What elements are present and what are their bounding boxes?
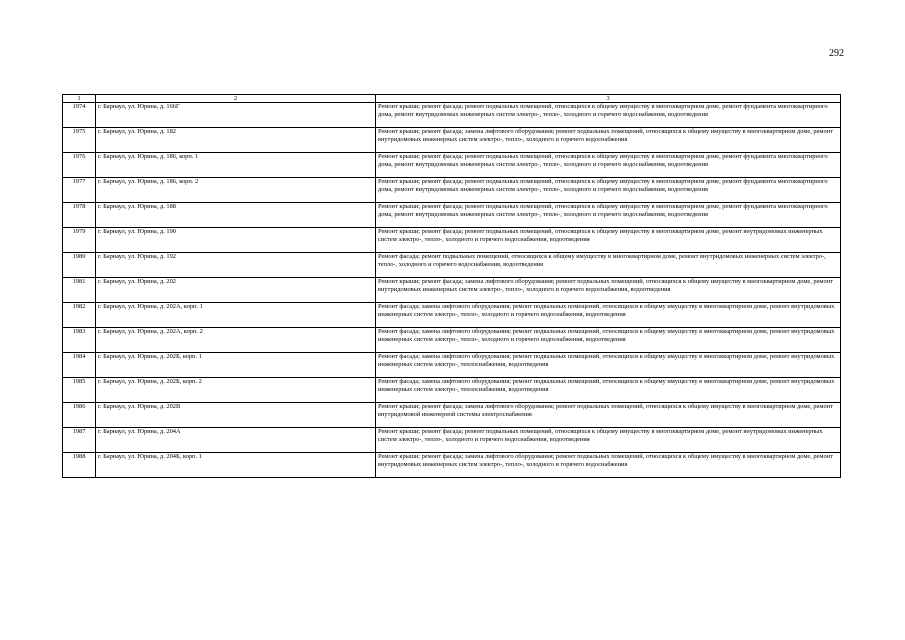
row-number: 1974 [63,103,96,128]
table-body [63,95,841,478]
row-address: г. Барнаул, ул. Юрина, д. 186, корп. 1 [96,153,376,178]
table-row [63,403,841,428]
column-number-row [63,95,841,103]
row-works: Ремонт крыши; ремонт фасада; ремонт подвальных помещений, относящихся к общему имуществу в многоквартирном доме, ремонт фундамента многоквартирного дома, ремонт внутридомовых инженерных систем электро-, тепло-, холодного и горячего водоснабжения, водоотведения [376,153,841,178]
table-row [63,378,841,403]
row-address: г. Барнаул, ул. Юрина, д. 204Б, корп. 1 [96,453,376,478]
row-works: Ремонт фасада; замена лифтового оборудования; ремонт подвальных помещений, относящихся к общему имуществу в многоквартирном доме, ремонт внутридомовых инженерных систем электро-, теплоснабжения, водоотведения [376,353,841,378]
row-address: г. Барнаул, ул. Юрина, д. 202 [96,278,376,303]
row-works: Ремонт фасада; ремонт подвальных помещений, относящихся к общему имуществу в многоквартирном доме, ремонт внутридомовых инженерных систем электро-, тепло-, холодного и горячего водоснабжения, водоотведения [376,253,841,278]
row-address: г. Барнаул, ул. Юрина, д. 202В [96,403,376,428]
row-works: Ремонт крыши; ремонт фасада; замена лифтового оборудования; ремонт подвальных помещений, относящихся к общему имуществу в многоквартирном доме, ремонт внутридомовых инженерных систем электро-, тепло-, холодного и горячего водоснабжения, водоотведения [376,278,841,303]
row-number: 1985 [63,378,96,403]
row-number: 1975 [63,128,96,153]
row-address: г. Барнаул, ул. Юрина, д. 204А [96,428,376,453]
row-number: 1982 [63,303,96,328]
row-address: г. Барнаул, ул. Юрина, д. 182 [96,128,376,153]
row-number: 1988 [63,453,96,478]
row-number: 1987 [63,428,96,453]
row-address: г. Барнаул, ул. Юрина, д. 202А, корп. 2 [96,328,376,353]
column-number-3: 3 [376,95,841,103]
table-row [63,453,841,478]
row-number: 1981 [63,278,96,303]
table-row [63,428,841,453]
row-works: Ремонт крыши; ремонт фасада; ремонт подвальных помещений, относящихся к общему имуществу в многоквартирном доме, ремонт внутридомовых инженерных систем электро-, тепло-, холодного и горячего водоснабжения, водоотведения [376,428,841,453]
table-row [63,103,841,128]
table-row [63,228,841,253]
page-number: 292 [829,48,844,59]
row-address: г. Барнаул, ул. Юрина, д. 192 [96,253,376,278]
row-number: 1983 [63,328,96,353]
table-row [63,353,841,378]
row-works: Ремонт крыши; ремонт фасада; замена лифтового оборудования; ремонт подвальных помещений, относящихся к общему имуществу в многоквартирном доме, ремонт внутридомовых инженерных систем электро-, тепло-, холодного и горячего водоснабжения [376,128,841,153]
row-number: 1977 [63,178,96,203]
row-works: Ремонт фасада; замена лифтового оборудования; ремонт подвальных помещений, относящихся к общему имуществу в многоквартирном доме, ремонт внутридомовых инженерных систем электро-, теплоснабжения, водоотведения [376,378,841,403]
row-number: 1984 [63,353,96,378]
row-works: Ремонт крыши; ремонт фасада; ремонт подвальных помещений, относящихся к общему имуществу в многоквартирном доме, ремонт фундамента многоквартирного дома, ремонт внутридомовых инженерных систем электро-, тепло-, холодного и горячего водоснабжения, водоотведения [376,203,841,228]
row-number: 1976 [63,153,96,178]
housing-repair-table [62,94,841,478]
row-number: 1979 [63,228,96,253]
row-address: г. Барнаул, ул. Юрина, д. 202Б, корп. 2 [96,378,376,403]
row-number: 1978 [63,203,96,228]
row-works: Ремонт фасада; замена лифтового оборудования; ремонт подвальных помещений, относящихся к общему имуществу в многоквартирном доме, ремонт внутридомовых инженерных систем электро-, тепло-, холодного и горячего водоснабжения, водоотведения [376,303,841,328]
table-row [63,178,841,203]
row-works: Ремонт крыши; ремонт фасада; ремонт подвальных помещений, относящихся к общему имуществу в многоквартирном доме, ремонт внутридомовых инженерных систем электро-, тепло-, холодного и горячего водоснабжения, водоотведения [376,228,841,253]
column-number-2: 2 [96,95,376,103]
row-works: Ремонт крыши; ремонт фасада; замена лифтового оборудования; ремонт подвальных помещений, относящихся к общему имуществу в многоквартирном доме, ремонт внутридомовых инженерных систем электро-, тепло-, холодного и горячего водоснабжения [376,453,841,478]
table-row [63,253,841,278]
row-address: г. Барнаул, ул. Юрина, д. 166Г [96,103,376,128]
row-works: Ремонт крыши; ремонт фасада; ремонт подвальных помещений, относящихся к общему имуществу в многоквартирном доме, ремонт фундамента многоквартирного дома, ремонт внутридомовых инженерных систем электро-, тепло-, холодного и горячего водоснабжения, водоотведения [376,178,841,203]
table-row [63,303,841,328]
row-address: г. Барнаул, ул. Юрина, д. 202А, корп. 1 [96,303,376,328]
row-works: Ремонт крыши; ремонт фасада; замена лифтового оборудования; ремонт подвальных помещений, относящихся к общему имуществу в многоквартирном доме, ремонт внутридомовой инженерной системы электроснабжения [376,403,841,428]
column-number-1: 1 [63,95,96,103]
row-number: 1980 [63,253,96,278]
row-address: г. Барнаул, ул. Юрина, д. 188 [96,203,376,228]
table-row [63,203,841,228]
row-address: г. Барнаул, ул. Юрина, д. 190 [96,228,376,253]
row-address: г. Барнаул, ул. Юрина, д. 186, корп. 2 [96,178,376,203]
row-works: Ремонт крыши; ремонт фасада; ремонт подвальных помещений, относящихся к общему имуществу в многоквартирном доме, ремонт фундамента многоквартирного дома, ремонт внутридомовых инженерных систем электро-, тепло-, холодного и горячего водоснабжения, водоотведения [376,103,841,128]
table-row [63,328,841,353]
table-row [63,278,841,303]
row-address: г. Барнаул, ул. Юрина, д. 202Б, корп. 1 [96,353,376,378]
row-works: Ремонт фасада; замена лифтового оборудования; ремонт подвальных помещений, относящихся к общему имуществу в многоквартирном доме, ремонт внутридомовых инженерных систем электро-, тепло-, холодного и горячего водоснабжения, водоотведения [376,328,841,353]
table-row [63,128,841,153]
table-row [63,153,841,178]
row-number: 1986 [63,403,96,428]
